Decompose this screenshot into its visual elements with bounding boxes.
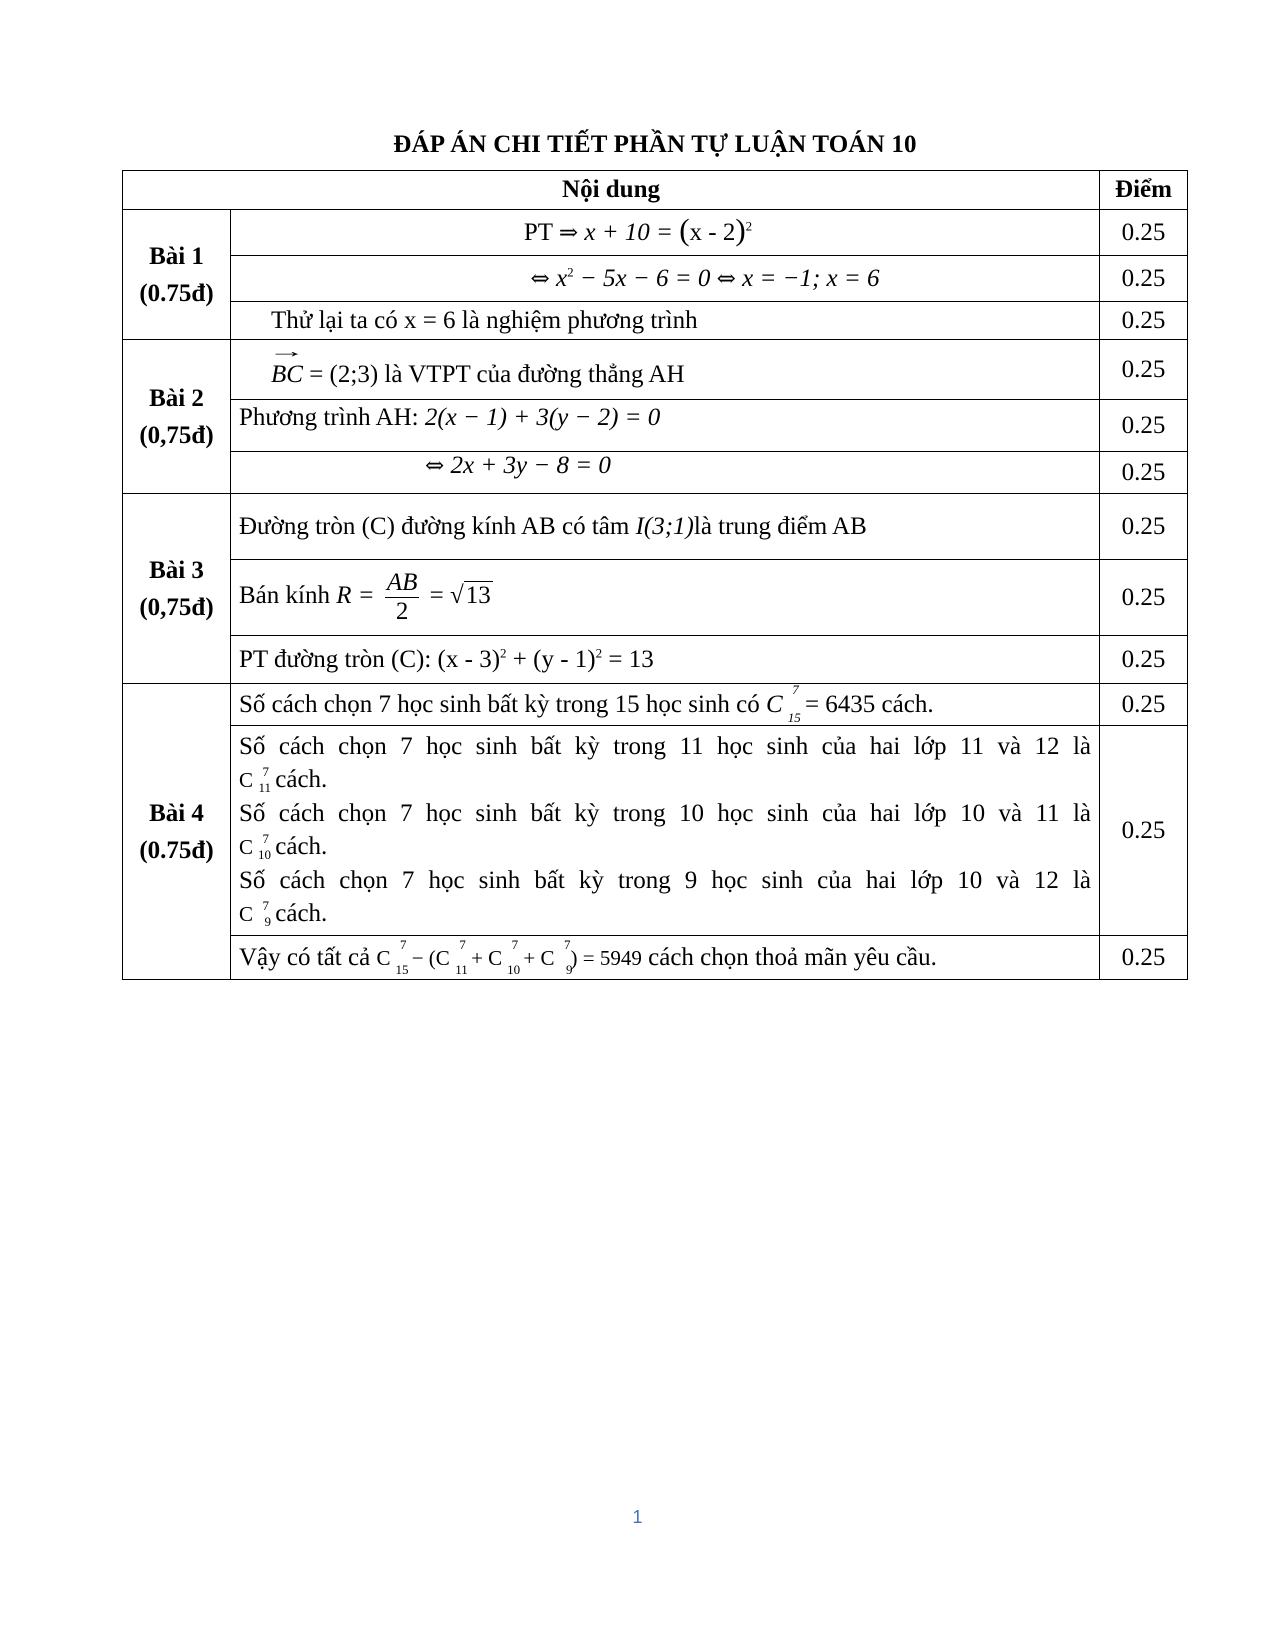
- final-result: ) = 5949: [570, 945, 642, 970]
- plus-sign: +: [506, 645, 534, 673]
- plus-sign: +: [518, 945, 541, 970]
- combination-k: 7: [262, 764, 270, 779]
- equation-rest: − 5x − 6 = 0: [573, 264, 717, 292]
- radius-symbol: R =: [336, 582, 381, 610]
- combination: [239, 831, 272, 864]
- combination-symbol: C: [239, 902, 254, 926]
- bai2-cell: [123, 340, 231, 494]
- combination: [766, 681, 801, 725]
- iff-symbol: ⇔: [530, 265, 550, 292]
- table-row: [123, 400, 1188, 452]
- combo-text-post: = 6435 cách.: [798, 690, 934, 718]
- combo-text-pre: Số cách chọn 7 học sinh bất kỳ trong 15 học sinh có: [239, 690, 766, 718]
- vtpt-text: là VTPT của đường thẳng AH: [378, 360, 685, 388]
- bai1-cell: [123, 210, 231, 340]
- score-cell: 0.25: [1100, 560, 1188, 636]
- bai4-points: (0.75đ): [139, 836, 214, 864]
- score-cell: 0.25: [1100, 936, 1188, 980]
- radius-fraction: [385, 569, 420, 626]
- table-row: [123, 494, 1188, 560]
- score-cell: 0.25: [1100, 302, 1188, 340]
- variable-x: x: [556, 264, 568, 292]
- bai2-row3-content: [231, 452, 1100, 494]
- bai2-label: Bài 2: [149, 384, 204, 412]
- table-row: [123, 560, 1188, 636]
- header-score: Điểm: [1100, 171, 1188, 210]
- case-2-result: [239, 830, 1091, 864]
- bai2-row1-content: [231, 340, 1100, 400]
- combination-n: 9: [566, 961, 573, 977]
- page-title: ĐÁP ÁN CHI TIẾT PHẦN TỰ LUẬN TOÁN 10: [393, 131, 917, 158]
- table-row: [123, 302, 1188, 340]
- case-2-text: Số cách chọn 7 học sinh bất kỳ trong 10 học sinh của hai lớp 10 và 11 là: [239, 800, 1091, 827]
- bai1-label: Bài 1: [149, 242, 204, 270]
- combination-n: 10: [507, 961, 521, 977]
- score-cell: 0.25: [1100, 452, 1188, 494]
- combination-n: 15: [787, 709, 801, 725]
- case-3-text: Số cách chọn 7 học sinh bất kỳ trong 9 học sinh của hai lớp 10 và 12 là: [239, 867, 1091, 894]
- combination-k: 7: [399, 936, 407, 952]
- pt-label: PT: [523, 218, 553, 246]
- combination-symbol: C: [488, 945, 503, 970]
- exponent: 2: [745, 218, 753, 234]
- bai3-cell: [123, 494, 231, 684]
- bai4-row3-content: [231, 936, 1100, 980]
- combination-symbol: C: [376, 945, 391, 970]
- bai3-label: Bài 3: [149, 556, 204, 584]
- bai3-points: (0,75đ): [139, 593, 214, 621]
- combination-k: 7: [792, 681, 799, 697]
- score-cell: 0.25: [1100, 210, 1188, 256]
- fraction-denominator: 2: [395, 598, 409, 625]
- combination-symbol: C: [239, 768, 254, 792]
- bai1-row3-content: Thử lại ta có x = 6 là nghiệm phương trình: [231, 302, 1100, 340]
- bai3-row1-content: [231, 494, 1100, 560]
- final-expression: [376, 936, 642, 977]
- case-1-unit: cách.: [269, 766, 328, 793]
- bai1-row1-content: PT ⇒ x + 10 = (x - 2)$^2$: [231, 210, 1100, 256]
- combination-k: 7: [459, 936, 466, 952]
- table-row: [123, 636, 1188, 684]
- score-cell: 0.25: [1100, 636, 1188, 684]
- solution: x = −1; x = 6: [742, 264, 880, 292]
- table-row: [123, 256, 1188, 302]
- bai1-points: (0.75đ): [139, 279, 214, 307]
- bai4-cell: [123, 684, 231, 980]
- score-cell: 0.25: [1100, 684, 1188, 726]
- minus-sign: − (: [406, 945, 436, 970]
- combination-symbol: C: [540, 945, 555, 970]
- score-cell: 0.25: [1100, 726, 1188, 936]
- table-row: [123, 340, 1188, 400]
- header-content: Nội dung: [123, 171, 1100, 210]
- exponent: 2: [500, 645, 507, 661]
- combination-k: 7: [511, 936, 519, 952]
- iff-symbol: ⇔: [425, 453, 445, 479]
- score-cell: 0.25: [1100, 256, 1188, 302]
- radius-label: Bán kính: [239, 582, 337, 610]
- case-3-unit: cách.: [269, 900, 328, 927]
- plus-sign: +: [465, 945, 489, 970]
- vector-value: = (2;3): [302, 360, 379, 388]
- circle-text-post: là trung điểm AB: [693, 512, 867, 540]
- table-row: [123, 684, 1188, 726]
- score-cell: 0.25: [1100, 400, 1188, 452]
- term-y: (y - 1): [533, 645, 596, 673]
- answer-table: [122, 170, 1188, 980]
- combination-n: 11: [455, 961, 468, 977]
- case-2-unit: cách.: [269, 833, 328, 860]
- case-1-result: [239, 763, 1091, 797]
- circle-text-pre: Đường tròn (C) đường kính AB có tâm: [239, 512, 636, 540]
- combination-n: 11: [258, 780, 272, 795]
- combination-symbol: C: [239, 835, 254, 859]
- case-1-text: Số cách chọn 7 học sinh bất kỳ trong 11 học sinh của hai lớp 11 và 12 là: [239, 733, 1091, 760]
- line-equation-label: Phương trình AH:: [239, 404, 425, 431]
- circle-center: I(3;1): [635, 512, 694, 540]
- score-cell: 0.25: [1100, 494, 1188, 560]
- page-number: 1: [632, 1507, 643, 1527]
- vector-bc: BC →: [271, 361, 303, 389]
- equals-sign: =: [423, 582, 451, 610]
- bai3-row3-content: [231, 636, 1100, 684]
- iff-symbol: ⇔: [716, 265, 736, 292]
- bai4-row1-content: [231, 681, 1100, 726]
- implies-symbol: ⇒: [558, 219, 579, 246]
- combination-n: 10: [258, 847, 272, 862]
- bai4-row2-content: [231, 726, 1100, 936]
- line-equation: 2(x − 1) + 3(y − 2) = 0: [424, 404, 661, 431]
- bai4-label: Bài 4: [149, 799, 204, 827]
- bai2-points: (0,75đ): [139, 421, 214, 449]
- combination-k: 7: [262, 898, 270, 913]
- equation-lhs: x + 10 =: [584, 218, 680, 246]
- combination-n: 15: [395, 961, 409, 977]
- table-row: [123, 452, 1188, 494]
- combination-k: 7: [564, 936, 571, 952]
- table-row: [123, 210, 1188, 256]
- score-cell: 0.25: [1100, 340, 1188, 400]
- table-row: [123, 936, 1188, 980]
- bai3-row2-content: [231, 560, 1100, 636]
- combination-symbol: C: [766, 690, 783, 718]
- simplified-equation: 2x + 3y − 8 = 0: [444, 452, 611, 479]
- combination: [239, 764, 272, 797]
- table-row: [123, 726, 1188, 936]
- combination: [239, 898, 272, 931]
- term-x: (x - 3): [437, 645, 501, 673]
- circle-eq-label: PT đường tròn (C):: [239, 645, 438, 673]
- combination-symbol: C: [435, 945, 450, 970]
- equation-rhs: = 13: [602, 645, 654, 673]
- exponent: 2: [595, 645, 603, 661]
- fraction-numerator: AB: [386, 569, 418, 596]
- sqrt-radicand: 13: [465, 582, 491, 610]
- case-3-result: [239, 897, 1091, 931]
- bai1-row2-content: [231, 256, 1100, 302]
- bai2-row2-content: [231, 400, 1100, 452]
- final-text-post: cách chọn thoả mãn yêu cầu.: [641, 943, 937, 971]
- final-text-pre: Vậy có tất cả: [239, 943, 377, 971]
- table-header-row: [123, 171, 1188, 210]
- combination-n: 9: [264, 914, 272, 929]
- exponent: 2: [567, 264, 574, 280]
- sqrt-symbol: √: [450, 582, 464, 610]
- combination-k: 7: [262, 831, 270, 846]
